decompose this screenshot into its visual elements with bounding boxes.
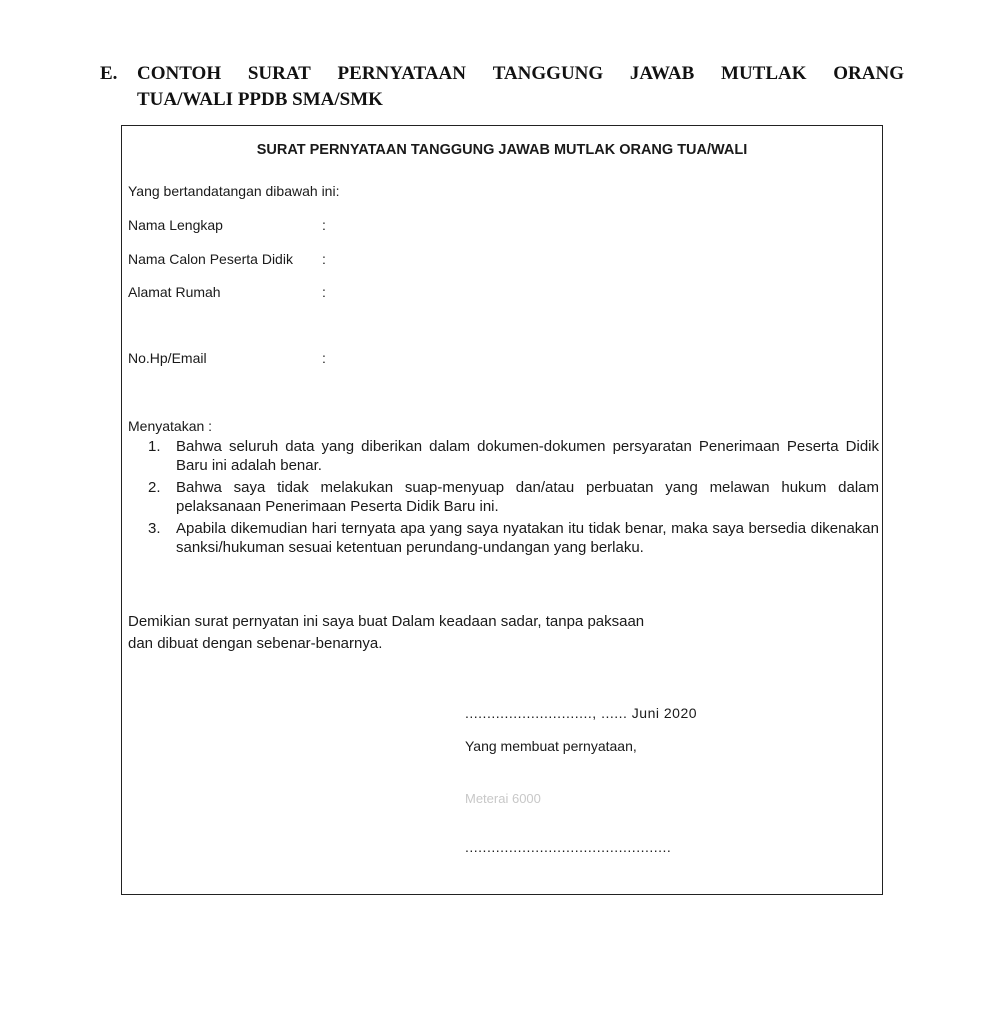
date-line: ............................., ...... Juni 2020 bbox=[465, 705, 698, 721]
list-item bbox=[148, 478, 879, 516]
title-word: SURAT bbox=[247, 63, 311, 84]
field-colon: : bbox=[322, 217, 326, 233]
field-label-hp-email: No.Hp/Email bbox=[128, 350, 207, 366]
title-word: ORANG bbox=[833, 63, 904, 84]
list-item bbox=[148, 519, 879, 557]
field-colon: : bbox=[322, 284, 326, 300]
intro-text: Yang bertandatangan dibawah ini: bbox=[128, 183, 340, 199]
field-label-alamat: Alamat Rumah bbox=[128, 284, 221, 300]
title-word: TANGGUNG bbox=[492, 63, 604, 84]
item-number: 2. bbox=[148, 479, 161, 496]
closing-paragraph bbox=[128, 611, 644, 655]
form-title: SURAT PERNYATAAN TANGGUNG JAWAB MUTLAK ORANG TUA/WALI bbox=[256, 142, 748, 158]
item-text: Apabila dikemudian hari ternyata apa yang saya nyatakan itu tidak benar, maka saya bersedia dikenakan sanksi/hukuman sesuai ketentuan perundang-undangan yang berlaku. bbox=[176, 520, 879, 556]
closing-line: Demikian surat pernyatan ini saya buat Dalam keadaan sadar, tanpa paksaan bbox=[128, 613, 645, 630]
section-letter: E. bbox=[100, 63, 118, 84]
signature-line: ............................................... bbox=[465, 839, 672, 855]
item-number: 3. bbox=[148, 520, 161, 537]
statement-form bbox=[121, 125, 883, 895]
declare-label: Menyatakan : bbox=[128, 418, 213, 434]
section-title-line2: TUA/WALI PPDB SMA/SMK bbox=[137, 89, 383, 110]
item-text: Bahwa saya tidak melakukan suap-menyuap dan/atau perbuatan yang melawan hukum dalam pelaksanaan Penerimaan Peserta Didik Baru ini. bbox=[176, 479, 879, 515]
signer-label: Yang membuat pernyataan, bbox=[465, 738, 637, 754]
list-item bbox=[148, 437, 879, 475]
field-colon: : bbox=[322, 251, 326, 267]
section-title-line1 bbox=[137, 61, 904, 86]
item-number: 1. bbox=[148, 438, 161, 455]
title-word: MUTLAK bbox=[721, 63, 807, 84]
field-label-nama-calon: Nama Calon Peserta Didik bbox=[128, 251, 293, 267]
title-word: PERNYATAAN bbox=[337, 63, 466, 84]
closing-line: dan dibuat dengan sebenar-benarnya. bbox=[128, 635, 383, 652]
title-word: JAWAB bbox=[629, 63, 695, 84]
field-colon: : bbox=[322, 350, 326, 366]
stamp-placeholder: Meterai 6000 bbox=[465, 791, 541, 806]
statement-list bbox=[148, 437, 879, 560]
item-text: Bahwa seluruh data yang diberikan dalam dokumen-dokumen persyaratan Penerimaan Peserta Didik Baru ini adalah benar. bbox=[176, 438, 879, 474]
field-label-nama-lengkap: Nama Lengkap bbox=[128, 217, 223, 233]
title-word: CONTOH bbox=[137, 63, 222, 84]
